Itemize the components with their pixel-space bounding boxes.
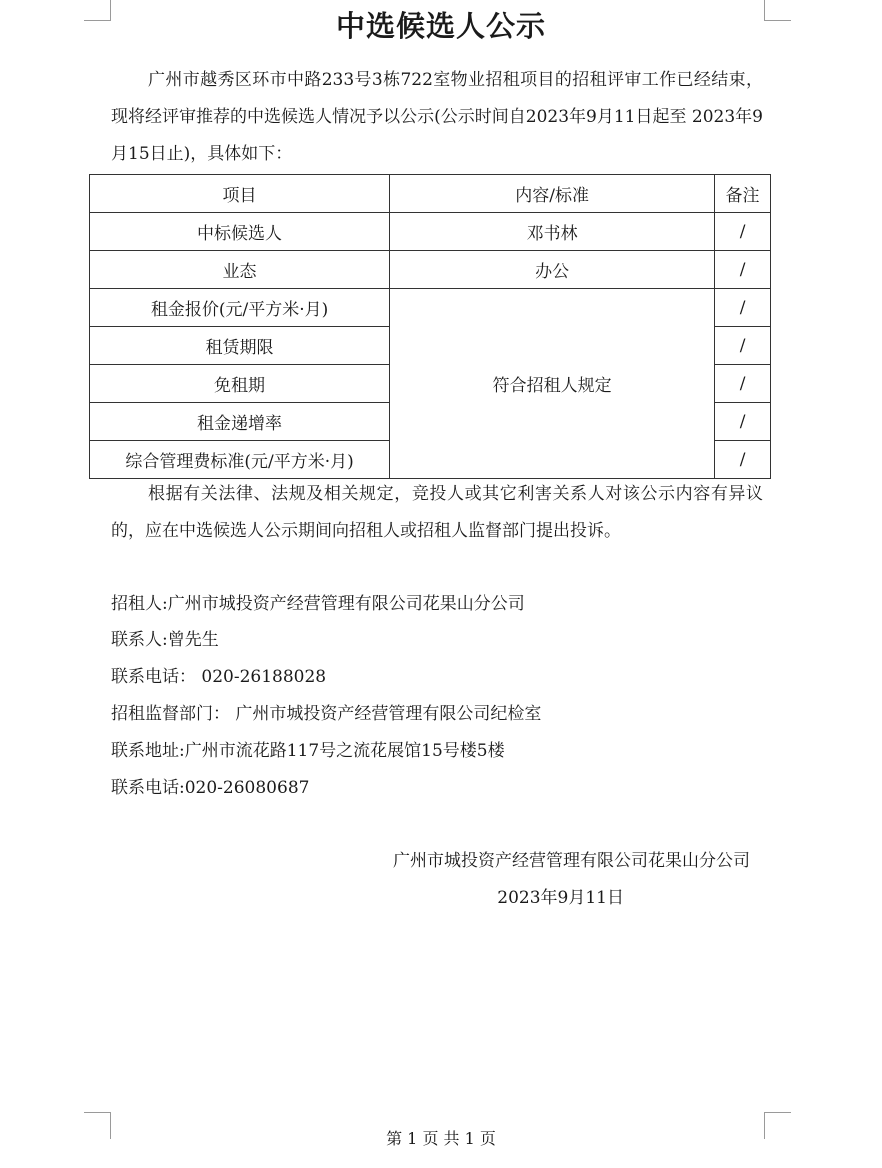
signature-company: 广州市城投资产经营管理有限公司花果山分公司 [393,851,750,871]
candidate-info-table [89,174,771,479]
row-item: 综合管理费标准(元/平方米·月) [90,441,390,479]
row-note: / [715,251,771,289]
row-item: 租金递增率 [90,403,390,441]
header-content: 内容/标准 [390,175,715,213]
row-note: / [715,289,771,327]
row-note: / [715,213,771,251]
row-content: 办公 [390,251,715,289]
row-item: 中标候选人 [90,213,390,251]
contact-person-line: 联系人:曾先生 [111,630,219,650]
signature-date: 2023年9月11日 [497,888,624,908]
phone-line-1: 联系电话： 020-26188028 [111,667,327,687]
table-row [90,213,771,251]
row-note: / [715,365,771,403]
header-note: 备注 [715,175,771,213]
table-row [90,251,771,289]
page-number: 第 1 页 共 1 页 [386,1129,496,1148]
row-note: / [715,441,771,479]
lessor-line: 招租人:广州市城投资产经营管理有限公司花果山分公司 [111,594,525,614]
intro-paragraph: 广州市越秀区环市中路233号3栋722室物业招租项目的招租评审工作已经结束，现将经评审推荐的中选候选人情况予以公示(公示时间自2023年9月11日起至 2023年9月15日止)，具体如下： [111,70,763,164]
row-item: 免租期 [90,365,390,403]
row-item: 租金报价(元/平方米·月) [90,289,390,327]
row-note: / [715,327,771,365]
supervision-line: 招租监督部门： 广州市城投资产经营管理有限公司纪检室 [111,704,542,724]
table-row [90,289,771,327]
merged-content-cell: 符合招租人规定 [390,289,715,479]
row-content: 邓书林 [390,213,715,251]
table-header-row [90,175,771,213]
row-item: 业态 [90,251,390,289]
document-title: 中选候选人公示 [335,9,546,43]
address-line: 联系地址:广州市流花路117号之流花展馆15号楼5楼 [111,741,505,761]
phone-line-2: 联系电话:020-26080687 [111,778,310,798]
header-item: 项目 [90,175,390,213]
row-note: / [715,403,771,441]
objection-paragraph: 根据有关法律、法规及相关规定，竞投人或其它利害关系人对该公示内容有异议的，应在中选候选人公示期间向招租人或招租人监督部门提出投诉。 [111,484,763,541]
row-item: 租赁期限 [90,327,390,365]
